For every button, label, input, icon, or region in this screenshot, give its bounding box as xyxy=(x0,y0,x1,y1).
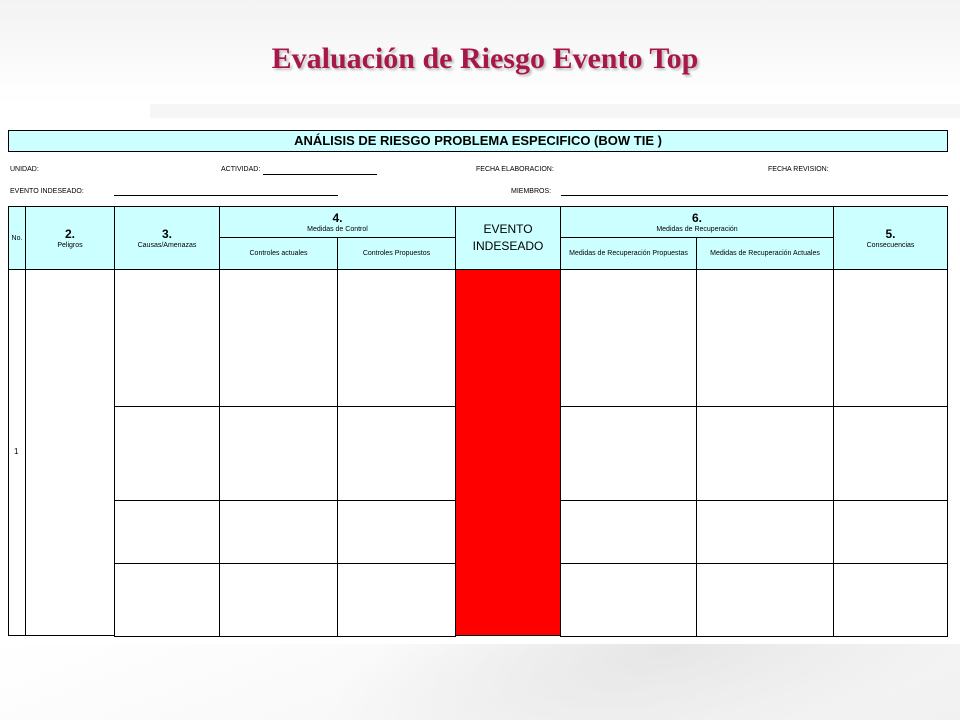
body-cell-causas[interactable] xyxy=(114,406,220,501)
body-cell-recuperacion-propuestas[interactable] xyxy=(560,406,697,501)
body-cell-controles-actuales[interactable] xyxy=(219,406,338,501)
col-header-medidas-recuperacion xyxy=(560,206,834,238)
body-cell-consecuencias[interactable] xyxy=(833,500,948,564)
col-header-causas xyxy=(114,206,220,270)
col-header-recuperacion-propuestas xyxy=(560,237,697,270)
body-cell-causas[interactable] xyxy=(114,269,220,407)
body-cell-recuperacion-actuales[interactable] xyxy=(696,500,834,564)
body-cell-controles-propuestos[interactable] xyxy=(337,406,456,501)
miembros-field-line[interactable] xyxy=(561,195,948,196)
body-cell-controles-propuestos[interactable] xyxy=(337,269,456,407)
col-header-no xyxy=(8,206,26,270)
col-recuperacion-actuales-label: Medidas de Recuperación Actuales xyxy=(710,250,820,257)
col-no-label: No. xyxy=(11,234,23,242)
col-recuperacion-propuestas-label: Medidas de Recuperación Propuestas xyxy=(569,250,688,257)
body-cell-recuperacion-propuestas[interactable] xyxy=(560,269,697,407)
col-evento-line2: INDESEADO xyxy=(472,239,544,253)
evento-indeseado-cell[interactable] xyxy=(455,269,561,636)
col-causas-number: 3. xyxy=(161,226,172,241)
col-header-controles-propuestos xyxy=(337,237,456,270)
body-cell-controles-actuales[interactable] xyxy=(219,500,338,564)
body-cell-causas[interactable] xyxy=(114,563,220,637)
body-cell-controles-propuestos[interactable] xyxy=(337,500,456,564)
col-header-consecuencias xyxy=(833,206,948,270)
form-header: ANÁLISIS DE RIESGO PROBLEMA ESPECIFICO (BOW TIE ) xyxy=(8,130,948,152)
body-cell-recuperacion-actuales[interactable] xyxy=(696,269,834,407)
body-cell-recuperacion-actuales[interactable] xyxy=(696,563,834,637)
body-cell-recuperacion-propuestas[interactable] xyxy=(560,563,697,637)
col-recuperacion-label: Medidas de Recuperación xyxy=(656,225,738,233)
col-controles-actuales-label: Controles actuales xyxy=(249,250,308,257)
evento-indeseado-label: EVENTO INDESEADO: xyxy=(10,188,84,195)
col-peligros-number: 2. xyxy=(64,226,75,241)
col-consecuencias-label: Consecuencias xyxy=(866,241,915,249)
unidad-label: UNIDAD: xyxy=(10,166,39,173)
col-header-controles-actuales xyxy=(219,237,338,270)
body-cell-consecuencias[interactable] xyxy=(833,269,948,407)
col-peligros-label: Peligros xyxy=(57,241,83,249)
body-cell-consecuencias[interactable] xyxy=(833,563,948,637)
col-controles-propuestos-label: Controles Propuestos xyxy=(362,250,431,257)
fecha-elaboracion-label: FECHA ELABORACION: xyxy=(476,166,554,173)
body-cell-consecuencias[interactable] xyxy=(833,406,948,501)
col-control-label: Medidas de Control xyxy=(307,225,368,233)
body-cell-controles-propuestos[interactable] xyxy=(337,563,456,637)
body-cell-causas[interactable] xyxy=(114,500,220,564)
body-cell-recuperacion-propuestas[interactable] xyxy=(560,500,697,564)
col-consecuencias-number: 5. xyxy=(885,226,896,241)
col-header-medidas-control xyxy=(219,206,456,238)
evento-indeseado-field-line[interactable] xyxy=(114,195,338,196)
col-header-peligros xyxy=(25,206,115,270)
col-control-number: 4. xyxy=(332,210,343,225)
body-cell-controles-actuales[interactable] xyxy=(219,269,338,407)
body-cell-recuperacion-actuales[interactable] xyxy=(696,406,834,501)
col-header-evento-indeseado xyxy=(455,206,561,270)
col-causas-label: Causas/Amenazas xyxy=(137,241,197,249)
fecha-revision-label: FECHA REVISION: xyxy=(768,166,829,173)
actividad-field-line[interactable] xyxy=(263,174,377,175)
worksheet-top-strip xyxy=(150,104,960,118)
body-cell-peligros[interactable] xyxy=(25,269,115,636)
miembros-label: MIEMBROS: xyxy=(511,188,552,195)
col-recuperacion-number: 6. xyxy=(691,210,702,225)
col-evento-line1: EVENTO xyxy=(483,222,533,236)
slide-title: Evaluación de Riesgo Evento Top xyxy=(271,42,699,75)
actividad-label: ACTIVIDAD: xyxy=(221,166,261,173)
body-cell-controles-actuales[interactable] xyxy=(219,563,338,637)
col-header-recuperacion-actuales xyxy=(696,237,834,270)
row-number: 1 xyxy=(14,447,19,456)
